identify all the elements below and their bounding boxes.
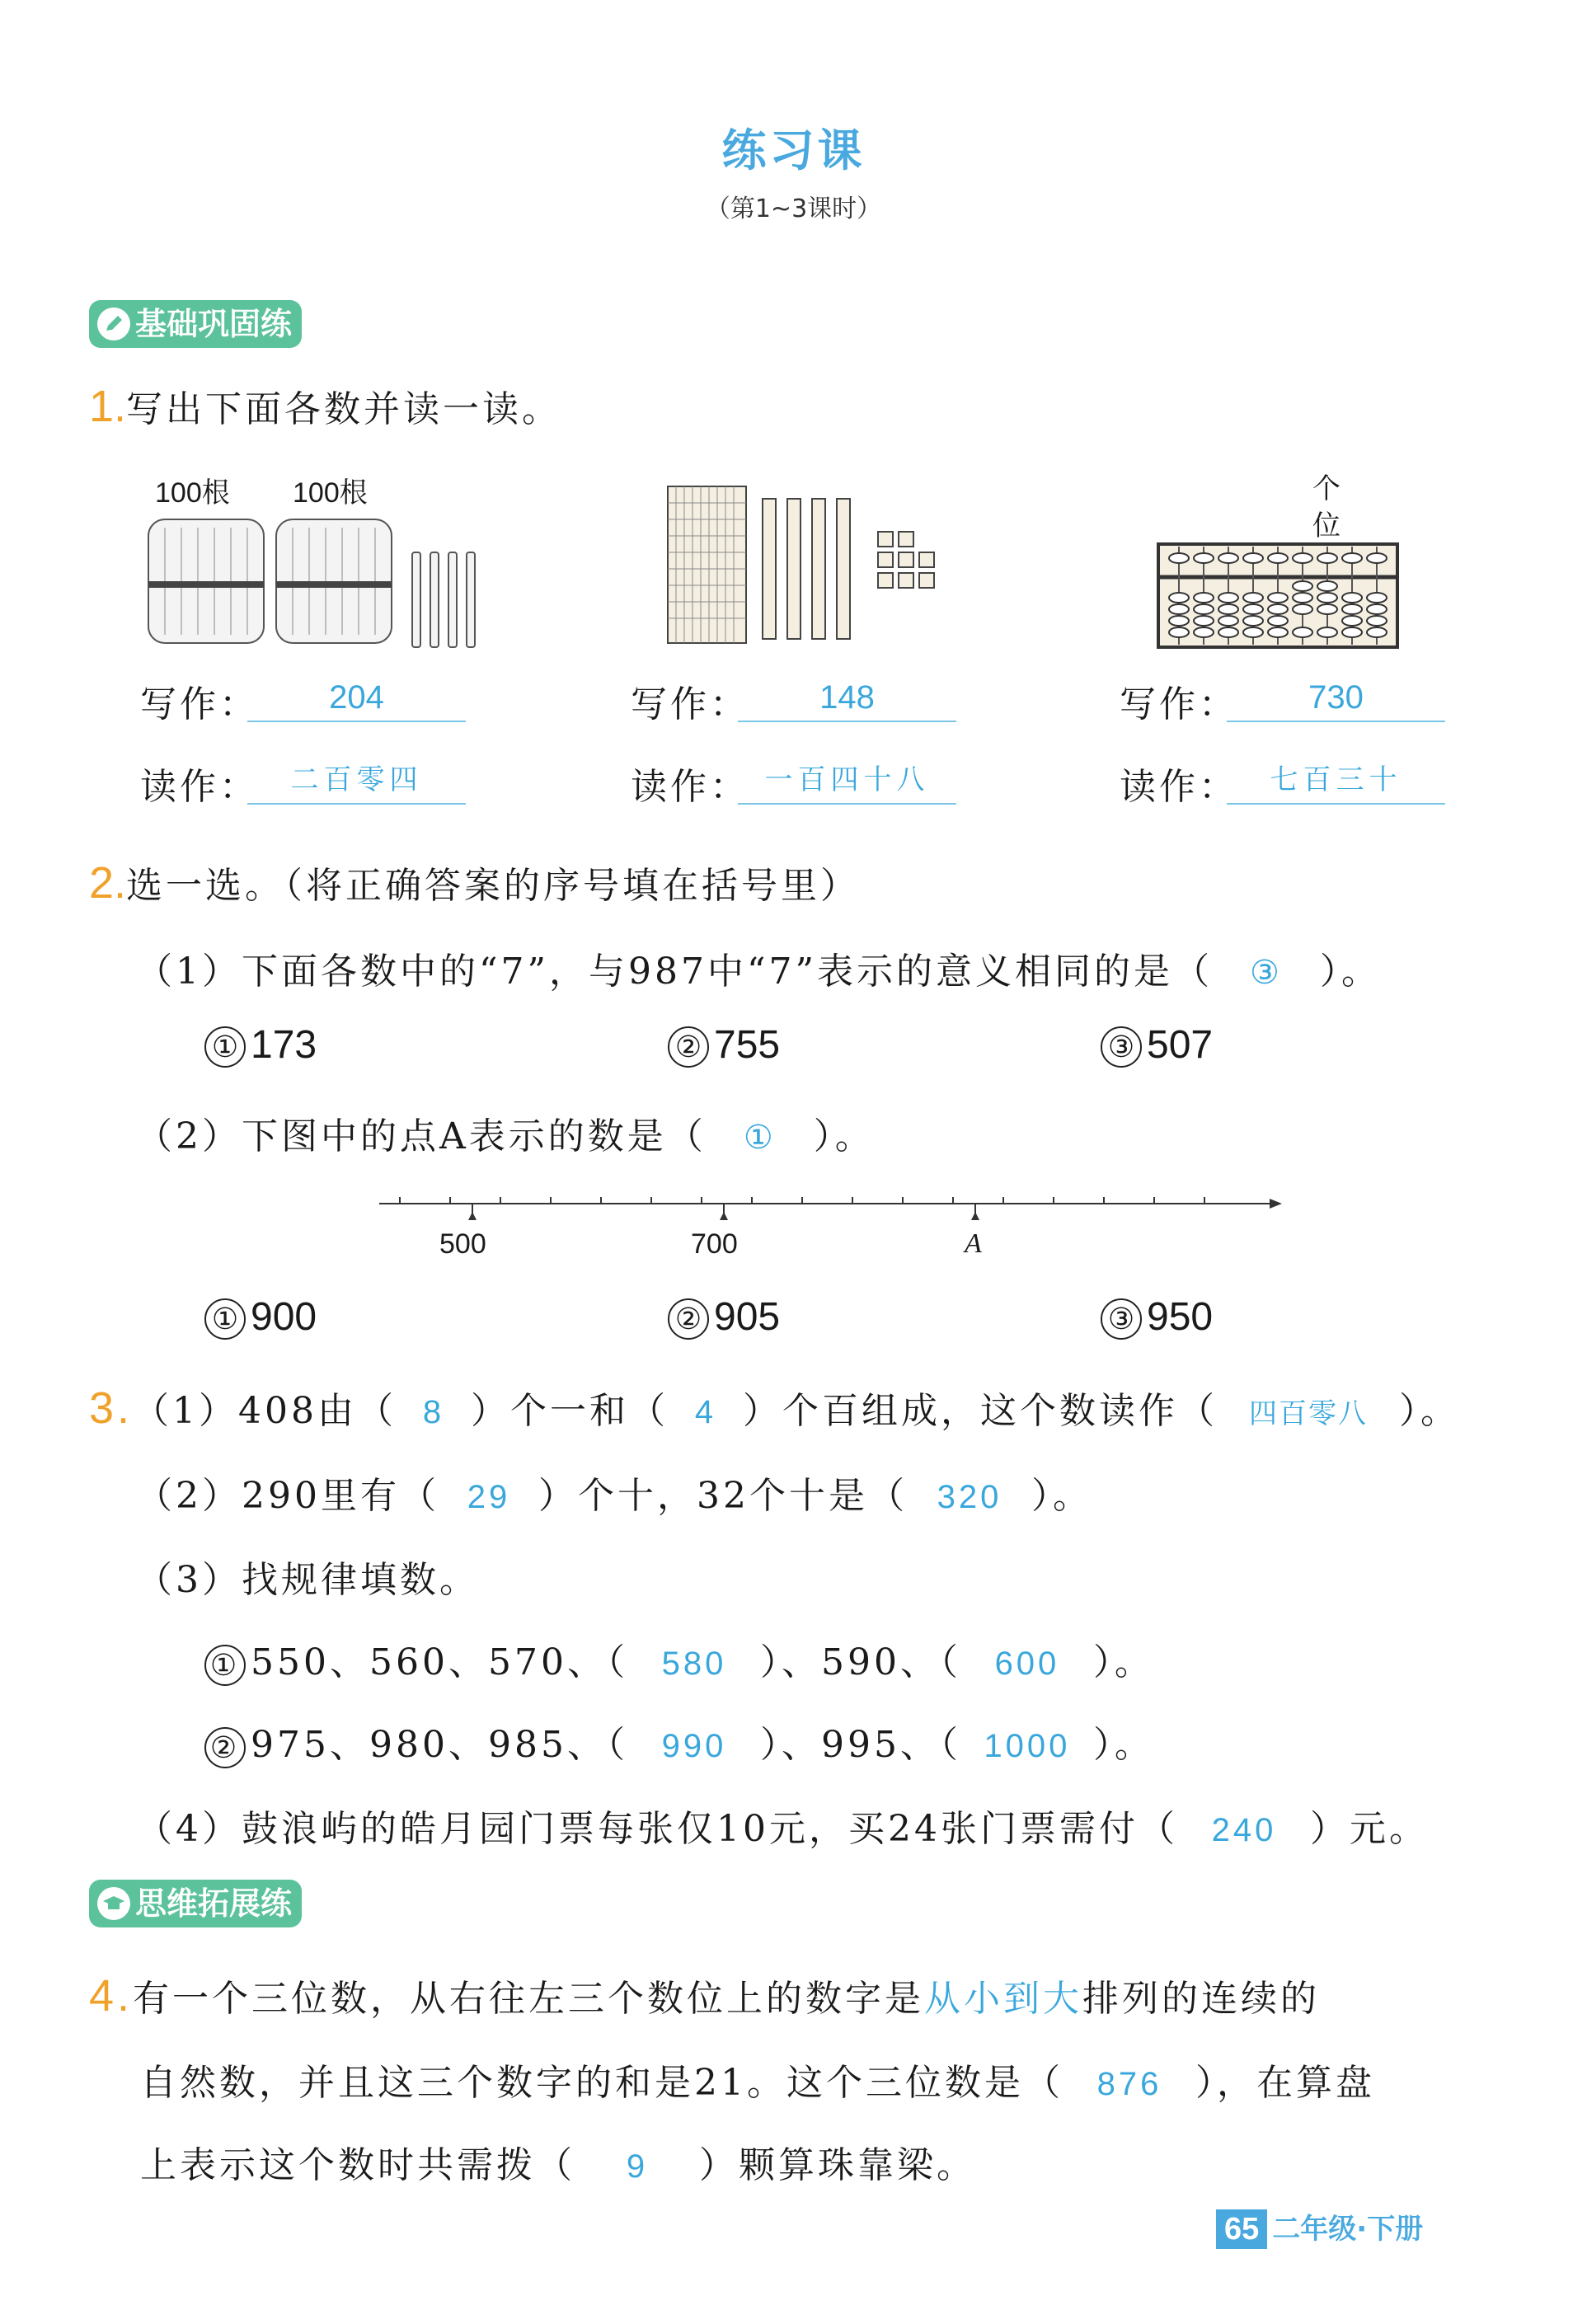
label-100-b: 100根 bbox=[293, 477, 368, 509]
text: ）元。 bbox=[1309, 1808, 1429, 1850]
question-4-line-1 bbox=[89, 1969, 1320, 2021]
text: ）。 bbox=[1092, 1724, 1154, 1766]
question-2-2-answer[interactable]: ① bbox=[743, 1120, 777, 1156]
base-ten-blocks-image bbox=[660, 470, 965, 651]
option-2-2-a[interactable] bbox=[204, 1294, 317, 1340]
option-mark: ① bbox=[204, 1645, 246, 1686]
option-value: 173 bbox=[251, 1023, 317, 1067]
graduation-cap-icon bbox=[97, 1887, 130, 1920]
write-label-2: 写作： bbox=[631, 683, 749, 725]
question-4-line-2 bbox=[140, 2053, 1375, 2106]
answer-3-3-2-a[interactable]: 990 bbox=[661, 1728, 727, 1764]
section-badge-basic bbox=[89, 300, 302, 348]
read-label-1: 读作： bbox=[140, 766, 259, 808]
write-label-1: 写作： bbox=[140, 683, 259, 725]
answer-3-3-1-a[interactable]: 580 bbox=[661, 1646, 727, 1682]
question-2-1-prefix: （1）下面各数中的“7”，与987中“7”表示的意义相同的是（ bbox=[136, 951, 1213, 993]
question-2 bbox=[89, 856, 860, 908]
text: ）、995、（ bbox=[759, 1724, 961, 1766]
answer-3-1-c[interactable]: 四百零八 bbox=[1249, 1397, 1369, 1430]
page-title: 练习课 bbox=[721, 124, 866, 176]
question-2-1-answer[interactable]: ③ bbox=[1250, 955, 1283, 991]
page-subtitle: （第1~3课时） bbox=[705, 195, 882, 223]
read-label-3: 读作： bbox=[1120, 766, 1238, 808]
answer-3-1-b[interactable]: 4 bbox=[694, 1394, 717, 1430]
write-answer-1[interactable]: 204 bbox=[247, 674, 466, 722]
option-mark: ③ bbox=[1101, 1026, 1142, 1068]
number-line bbox=[375, 1179, 1290, 1270]
question-3-1 bbox=[89, 1381, 1460, 1434]
text: （1）408由（ bbox=[133, 1390, 397, 1432]
answer-3-2-a[interactable]: 29 bbox=[467, 1479, 511, 1515]
text: 975、980、985、（ bbox=[251, 1724, 628, 1766]
grade-label: 二年级·下册 bbox=[1272, 2213, 1424, 2246]
section-extend-label: 思维拓展练 bbox=[135, 1885, 293, 1922]
question-3-4 bbox=[136, 1799, 1429, 1852]
numberline-point-a: A bbox=[965, 1228, 982, 1259]
option-mark: ① bbox=[204, 1026, 246, 1068]
answer-4-a[interactable]: 876 bbox=[1096, 2066, 1162, 2102]
option-2-2-b[interactable] bbox=[668, 1294, 780, 1340]
option-2-1-b[interactable] bbox=[668, 1022, 780, 1068]
question-3-3-row-2 bbox=[204, 1715, 1154, 1768]
option-value: 900 bbox=[251, 1295, 317, 1339]
question-2-1-suffix: ）。 bbox=[1319, 951, 1381, 993]
text: （2）290里有（ bbox=[136, 1475, 439, 1517]
text: （4）鼓浪屿的皓月园门票每张仅10元，买24张门票需付（ bbox=[136, 1808, 1178, 1850]
answer-4-b[interactable]: 9 bbox=[626, 2148, 649, 2185]
sticks-bundles-image bbox=[132, 503, 495, 651]
question-2-1 bbox=[136, 941, 1381, 994]
option-value: 755 bbox=[714, 1023, 781, 1067]
text: ），在算盘 bbox=[1195, 2062, 1375, 2104]
answer-3-3-2-b[interactable]: 1000 bbox=[984, 1728, 1071, 1764]
page-footer bbox=[1216, 2209, 1423, 2249]
option-mark: ③ bbox=[1101, 1298, 1142, 1340]
pencil-icon bbox=[97, 308, 130, 340]
question-2-text: 选一选。（将正确答案的序号填在括号里） bbox=[126, 865, 861, 907]
abacus-image bbox=[1154, 540, 1402, 651]
text: ）颗算珠靠梁。 bbox=[699, 2144, 976, 2186]
text: 550、560、570、（ bbox=[251, 1641, 628, 1683]
highlight-text: 从小到大 bbox=[924, 1978, 1083, 2020]
option-mark: ② bbox=[204, 1727, 246, 1768]
read-label-2: 读作： bbox=[631, 766, 749, 808]
text: 排列的连续的 bbox=[1082, 1978, 1321, 2020]
section-badge-extend bbox=[89, 1880, 302, 1927]
text: ）。 bbox=[1092, 1641, 1154, 1683]
text: ）个一和（ bbox=[471, 1390, 669, 1432]
answer-3-2-b[interactable]: 320 bbox=[937, 1479, 1002, 1515]
option-2-1-a[interactable] bbox=[204, 1022, 317, 1068]
text: ）个十，32个十是（ bbox=[538, 1475, 908, 1517]
question-3-3: （3）找规律填数。 bbox=[136, 1559, 479, 1601]
answer-3-3-1-b[interactable]: 600 bbox=[994, 1646, 1060, 1682]
text: ）。 bbox=[1399, 1390, 1461, 1432]
write-label-3: 写作： bbox=[1120, 683, 1238, 725]
option-mark: ① bbox=[204, 1298, 246, 1340]
question-3-2 bbox=[136, 1466, 1092, 1519]
question-3-number: 3. bbox=[89, 1383, 134, 1433]
write-answer-2[interactable]: 148 bbox=[738, 674, 956, 722]
question-3-3-row-1 bbox=[204, 1632, 1154, 1686]
option-2-2-c[interactable] bbox=[1101, 1294, 1213, 1340]
question-4-number: 4. bbox=[89, 1971, 134, 2021]
abacus-label-1: 个 bbox=[1312, 472, 1340, 505]
option-mark: ② bbox=[668, 1298, 709, 1340]
text: ）。 bbox=[1031, 1475, 1092, 1517]
numberline-label-700: 700 bbox=[691, 1228, 738, 1260]
question-2-number: 2. bbox=[89, 858, 127, 908]
section-basic-label: 基础巩固练 bbox=[135, 306, 293, 342]
question-2-2 bbox=[136, 1106, 875, 1159]
option-value: 507 bbox=[1147, 1023, 1214, 1067]
text: ）个百组成，这个数读作（ bbox=[743, 1390, 1218, 1432]
question-1 bbox=[89, 379, 561, 432]
question-2-2-suffix: ）。 bbox=[813, 1115, 875, 1157]
label-100-a: 100根 bbox=[155, 477, 230, 509]
question-1-text: 写出下面各数并读一读。 bbox=[126, 388, 562, 430]
answer-3-4[interactable]: 240 bbox=[1211, 1812, 1277, 1848]
question-4-line-3 bbox=[140, 2135, 976, 2188]
option-value: 905 bbox=[714, 1295, 781, 1339]
page-number: 65 bbox=[1216, 2209, 1267, 2249]
read-answer-3[interactable]: 七百三十 bbox=[1227, 757, 1445, 805]
question-1-number: 1. bbox=[89, 382, 127, 431]
write-answer-3[interactable]: 730 bbox=[1227, 674, 1445, 722]
read-answer-1[interactable]: 二百零四 bbox=[247, 757, 466, 805]
option-mark: ② bbox=[668, 1026, 709, 1068]
numberline-label-500: 500 bbox=[439, 1228, 486, 1260]
text: ）、590、（ bbox=[759, 1641, 961, 1683]
question-2-2-prefix: （2）下图中的点A表示的数是（ bbox=[136, 1115, 707, 1157]
text: 有一个三位数，从右往左三个数位上的数字是 bbox=[133, 1978, 925, 2020]
answer-3-1-a[interactable]: 8 bbox=[422, 1394, 445, 1430]
read-answer-2[interactable]: 一百四十八 bbox=[738, 757, 956, 805]
abacus-label-2: 位 bbox=[1312, 509, 1340, 542]
option-value: 950 bbox=[1147, 1295, 1214, 1339]
text: 自然数，并且这三个数字的和是21。这个三位数是（ bbox=[140, 2062, 1063, 2104]
option-2-1-c[interactable] bbox=[1101, 1022, 1213, 1068]
text: 上表示这个数时共需拨（ bbox=[140, 2144, 575, 2186]
